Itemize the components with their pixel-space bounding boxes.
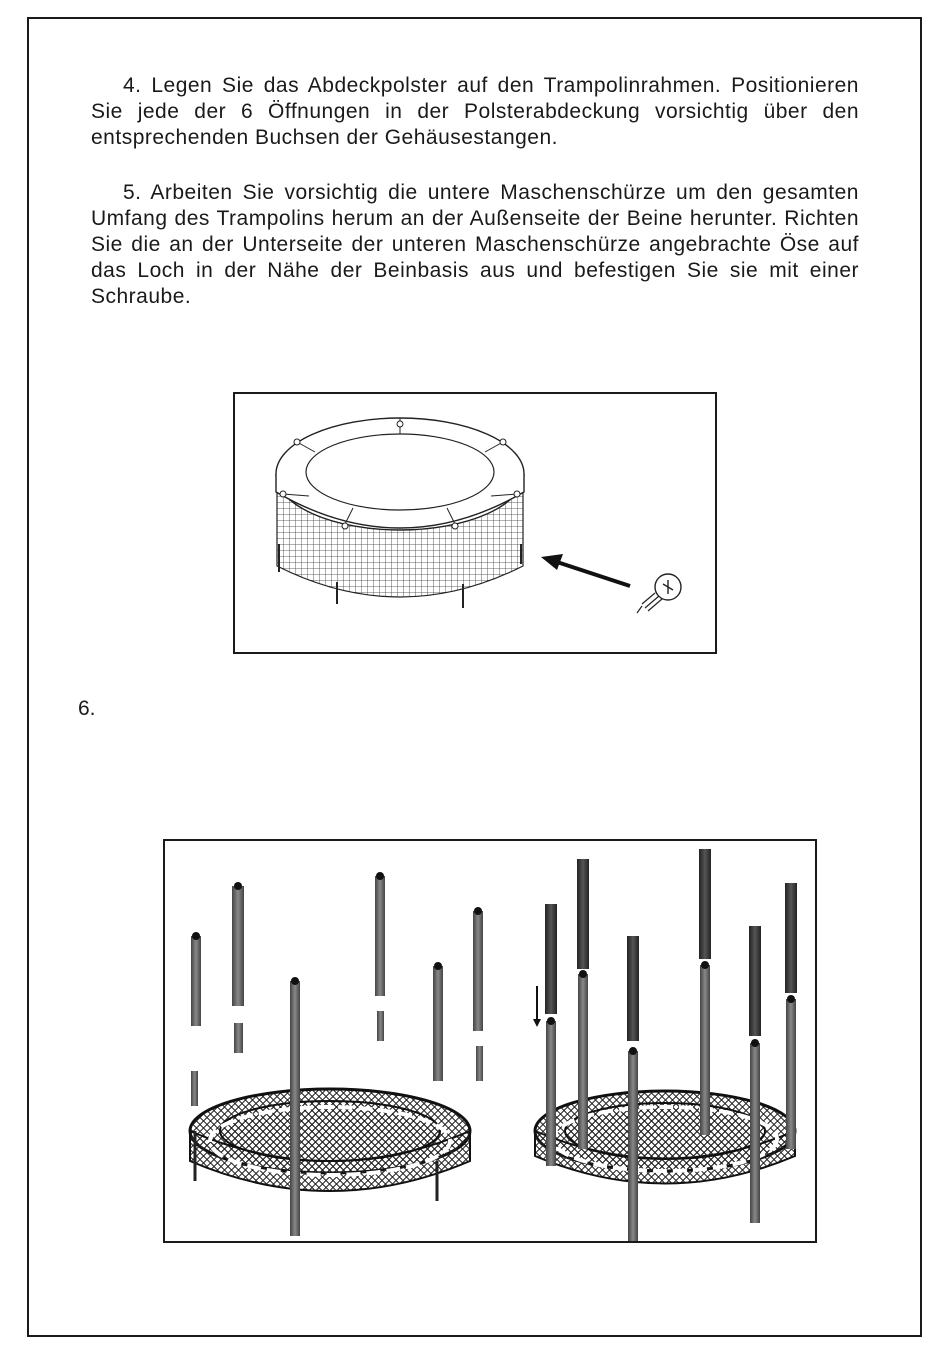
step-5-paragraph: [91, 180, 859, 310]
enclosure-poles-illustration: [165, 841, 815, 1241]
figure-pad-and-skirt: [233, 392, 717, 654]
step-5-number: 5.: [123, 181, 142, 204]
step-6-heading: [78, 697, 96, 721]
left-trampoline: [190, 1089, 470, 1231]
step-6-number: 6.: [78, 697, 96, 720]
step-4-number: 4.: [123, 74, 142, 97]
figure-enclosure-poles: [163, 839, 817, 1243]
step-4-text: Legen Sie das Abdeckpolster auf den Trampolinrahmen. Positionieren Sie jede der 6 Öffnungen in der Polsterabdeckung vorsichtig über den entsprechenden Buchsen der Gehäusestangen.: [91, 74, 859, 149]
trampoline-pad-illustration: [235, 394, 715, 652]
step-5-text: Arbeiten Sie vorsichtig die untere Maschenschürze um den gesamten Umfang des Trampolins herum an der Außenseite der Beine herunter. Richten Sie die an der Unterseite der unteren Maschenschürze angebrachte Öse auf das Loch in der Nähe der Beinbasis aus und befestigen Sie sie mit einer Schraube.: [91, 181, 859, 308]
step-4-paragraph: [91, 73, 859, 151]
screw-icon: [637, 574, 681, 613]
